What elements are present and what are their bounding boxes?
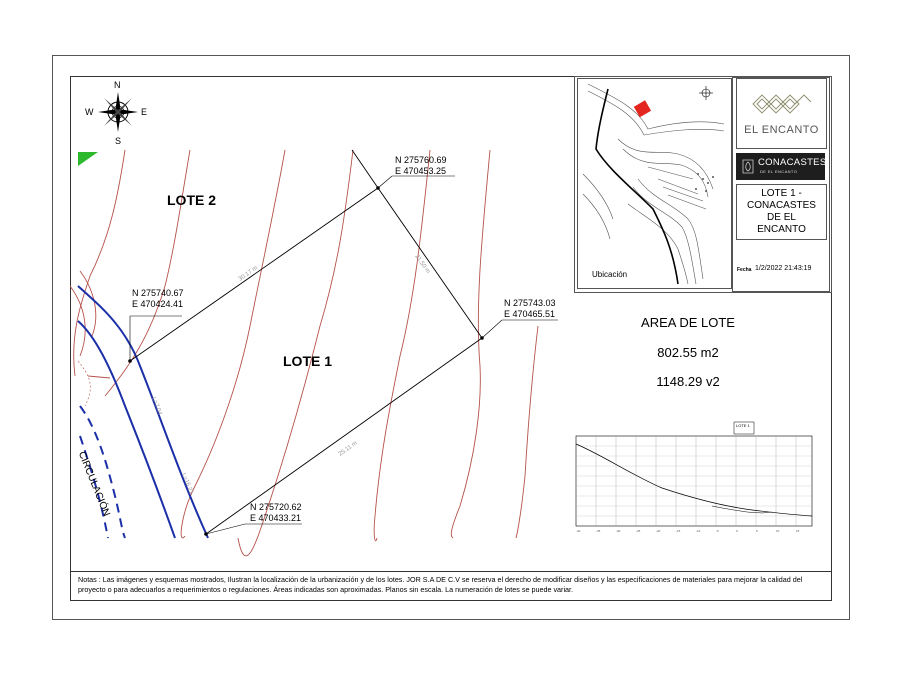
compass-east: E: [141, 107, 148, 117]
coordinate-callout: [250, 502, 302, 524]
lot-1-label: LOTE 1: [283, 353, 333, 369]
leader-lines: [130, 176, 558, 534]
area-title: AREA DE LOTE: [641, 315, 735, 330]
svg-text:-20: -20: [656, 529, 661, 533]
coordinate-east: E 470433.21: [250, 513, 302, 523]
svg-text:-10: -10: [696, 529, 701, 533]
profile-title: LOTE 1: [736, 423, 750, 428]
coordinate-north: N 275720.62: [250, 502, 302, 512]
svg-text:10: 10: [776, 529, 780, 533]
area-v2: 1148.29 v2: [656, 374, 720, 389]
coordinate-east: E 470465.51: [504, 309, 556, 319]
svg-text:L=16.21: L=16.21: [180, 472, 194, 496]
location-label: Ubicación: [592, 270, 628, 279]
date-value: 1/2/2022 21:43:19: [755, 265, 812, 272]
terrain-profile: [562, 420, 820, 538]
green-marker: [78, 152, 98, 166]
dimension-labels: [150, 254, 431, 496]
coordinate-north: N 275740.67: [132, 288, 184, 298]
coordinate-callout: [504, 298, 556, 320]
lot-2-label: LOTE 2: [167, 192, 217, 208]
svg-text:30.17 m: 30.17 m: [237, 265, 259, 283]
svg-text:-40: -40: [576, 529, 581, 533]
svg-text:25.11 m: 25.11 m: [337, 440, 359, 458]
profile-grid: [576, 446, 812, 516]
svg-text:-25: -25: [636, 529, 641, 533]
coordinate-callout: [395, 155, 447, 177]
svg-text:5: 5: [756, 529, 758, 533]
compass-south: S: [115, 136, 122, 146]
svg-text:0: 0: [736, 529, 738, 533]
lot-card-title: LOTE 1 - CONACASTES DE EL ENCANTO: [747, 188, 816, 235]
coordinate-callout: [132, 288, 184, 310]
svg-text:-35: -35: [596, 529, 601, 533]
road-label: CIRCULACIÓN: [75, 450, 112, 519]
svg-text:-5: -5: [716, 529, 719, 533]
coordinate-north: N 275760.69: [395, 155, 447, 165]
notes-frame: [70, 571, 832, 601]
svg-text:21.50 m: 21.50 m: [413, 253, 431, 275]
header-frame: [574, 76, 832, 293]
area-m2: 802.55 m2: [657, 345, 719, 360]
notes-text: Notas : Las imágenes y esquemas mostrados, Ilustran la localización de la urbanización y de los lotes. JOR S.A DE C.V se reserva el derecho de modificar diseños y las especificaciones de materiales para mejorar la calidad del proyecto o para adecuarlos a requerimientos o regulaciones. Áreas indicadas son aproximadas. Planos sin escala. La numeración de lotes se puede variar.: [78, 575, 803, 594]
svg-text:15: 15: [796, 529, 800, 533]
conacastes-subtitle: DE EL ENCANTO: [760, 169, 798, 174]
svg-text:-15: -15: [676, 529, 681, 533]
coordinate-east: E 470453.25: [395, 166, 447, 176]
coordinate-north: N 275743.03: [504, 298, 556, 308]
svg-text:L=7.04: L=7.04: [150, 396, 163, 416]
conacastes-name: CONACASTES: [758, 157, 827, 168]
coordinate-east: E 470424.41: [132, 299, 184, 309]
compass-west: W: [85, 107, 94, 117]
date-label: Fecha: [737, 267, 752, 273]
brand-name: EL ENCANTO: [744, 124, 819, 136]
svg-text:-30: -30: [616, 529, 621, 533]
profile-ticks: [576, 529, 800, 533]
compass-north: N: [114, 80, 121, 90]
